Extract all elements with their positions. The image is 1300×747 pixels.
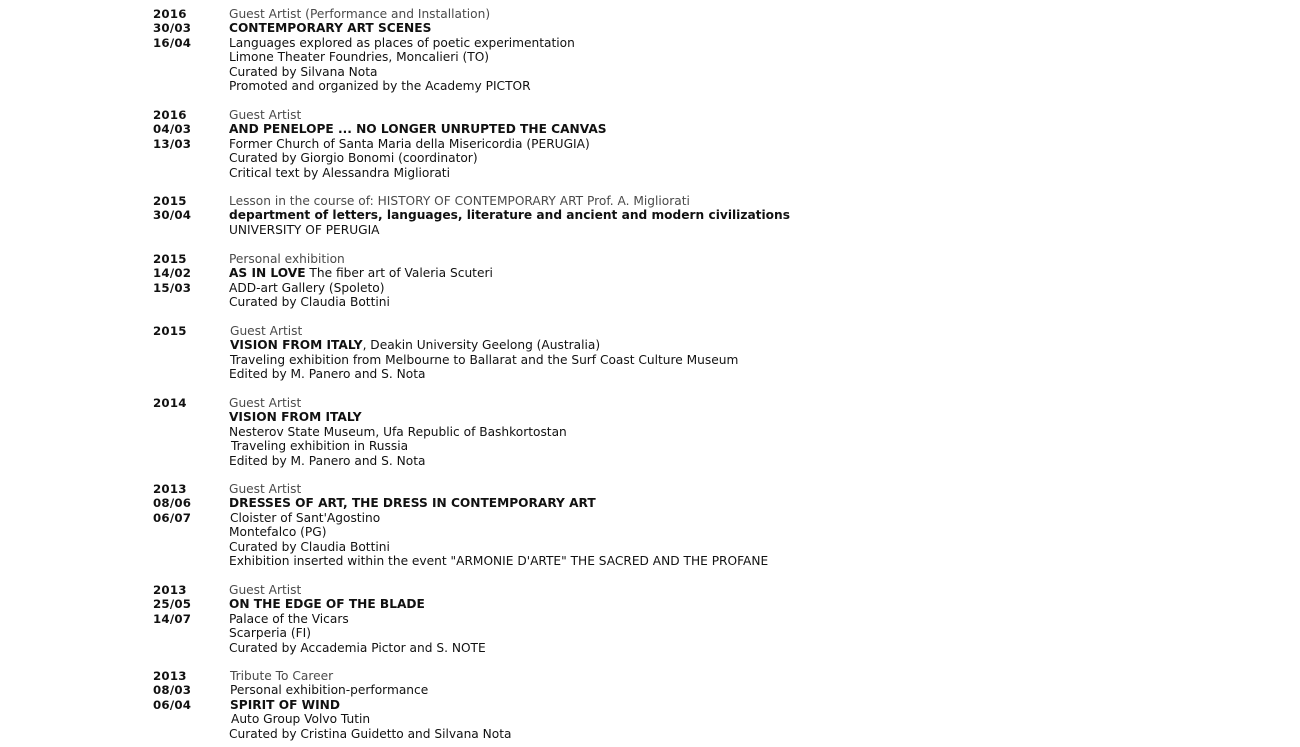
entry-role: Guest Artist (229, 108, 302, 122)
entry-dates (153, 252, 191, 295)
entry-role: Guest Artist (229, 482, 302, 496)
entry-start-date: 08/06 (153, 496, 192, 511)
entry-detail-line: Edited by M. Panero and S. Nota (229, 367, 426, 382)
entry-dates (153, 194, 191, 223)
entry-detail-line: Languages explored as places of poetic experimentation (229, 35, 575, 50)
entry-start-date: 30/04 (153, 208, 192, 223)
entry-detail-line: Auto Group Volvo Tutin (231, 712, 371, 727)
entry-title-bold: VISION FROM ITALY (230, 338, 363, 353)
entry-detail-line: ADD-art Gallery (Spoleto) (229, 280, 385, 295)
entry-year: 2015 (153, 252, 187, 266)
entry-detail-line: UNIVERSITY OF PERUGIA (229, 222, 380, 237)
entry-detail-line: Scarperia (FI) (229, 626, 312, 641)
entry-detail-line: Former Church of Santa Maria della Misericordia (PERUGIA) (229, 136, 590, 151)
entry-role: Guest Artist (229, 396, 302, 410)
entry-year: 2014 (153, 396, 187, 410)
entry-detail-line: Critical text by Alessandra Migliorati (229, 165, 450, 180)
entry-dates (153, 482, 191, 525)
entry-title (229, 266, 1269, 280)
entry-year: 2016 (153, 108, 187, 122)
entry-title-rest: The fiber art of Valeria Scuteri (305, 266, 493, 281)
entry-end-date: 06/04 (153, 697, 192, 712)
entry-title: department of letters, languages, literature and ancient and modern civilizations (229, 208, 790, 223)
entry-detail-line: Curated by Cristina Guidetto and Silvana Nota (229, 726, 512, 741)
entry-title-bold: AS IN LOVE (229, 266, 306, 281)
entry-detail-line: Curated by Accademia Pictor and S. NOTE (229, 640, 486, 655)
entry-end-date: 16/04 (153, 35, 192, 50)
entry-year: 2016 (153, 7, 187, 21)
entry-details (229, 583, 1269, 655)
entry-dates (153, 7, 191, 50)
entry-detail-line: Edited by M. Panero and S. Nota (229, 453, 426, 468)
entry-title: CONTEMPORARY ART SCENES (229, 21, 432, 36)
entry-title: SPIRIT OF WIND (230, 697, 340, 712)
entry-end-date: 15/03 (153, 280, 192, 295)
entry-dates (153, 108, 191, 151)
entry-detail-line: Curated by Claudia Bottini (229, 295, 390, 310)
entry-details (229, 7, 1269, 93)
entry-year: 2015 (153, 194, 187, 208)
entry-start-date: 04/03 (153, 122, 192, 137)
entry-title: VISION FROM ITALY (229, 410, 362, 425)
entry-title-rest: , Deakin University Geelong (Australia) (362, 338, 601, 353)
entry-end-date: 14/07 (153, 611, 192, 626)
entry-detail-line: Palace of the Vicars (229, 611, 349, 626)
entry-title (229, 338, 1269, 352)
entry-end-date: 13/03 (153, 136, 192, 151)
entry-start-date: 25/05 (153, 597, 192, 612)
entry-year: 2013 (153, 482, 187, 496)
entry-details (229, 669, 1269, 741)
entry-dates (153, 396, 187, 410)
entry-details (229, 108, 1269, 180)
entry-detail-line: Traveling exhibition in Russia (231, 439, 409, 454)
entry-year: 2013 (153, 669, 187, 683)
entry-details (229, 252, 1269, 310)
entry-details (229, 396, 1269, 468)
entry-role: Lesson in the course of: HISTORY OF CONTEMPORARY ART Prof. A. Migliorati (229, 194, 690, 208)
entry-start-date: 30/03 (153, 21, 192, 36)
entry-start-date: 14/02 (153, 266, 192, 281)
entry-detail-line: Limone Theater Foundries, Moncalieri (TO) (229, 50, 490, 65)
entry-detail-line: Cloister of Sant'Agostino (230, 510, 381, 525)
entry-end-date: 06/07 (153, 510, 192, 525)
entry-dates (153, 324, 187, 338)
entry-detail-line: Curated by Giorgio Bonomi (coordinator) (229, 151, 478, 166)
entry-detail-line: Exhibition inserted within the event "ARMONIE D'ARTE" THE SACRED AND THE PROFANE (229, 553, 769, 568)
entry-dates (153, 583, 191, 626)
entry-detail-line: Promoted and organized by the Academy PICTOR (229, 78, 531, 93)
entry-year: 2015 (153, 324, 187, 338)
entry-year: 2013 (153, 583, 187, 597)
entry-details (229, 482, 1269, 568)
entry-title: ON THE EDGE OF THE BLADE (229, 597, 425, 612)
entry-role: Personal exhibition (229, 252, 345, 266)
entry-role: Guest Artist (229, 583, 302, 597)
entry-detail-line: Personal exhibition-performance (230, 683, 429, 698)
entry-detail-line: Curated by Claudia Bottini (229, 539, 390, 554)
entry-detail-line: Curated by Silvana Nota (229, 64, 378, 79)
entry-title: DRESSES OF ART, THE DRESS IN CONTEMPORARY ART (229, 496, 596, 511)
entry-role: Guest Artist (230, 324, 303, 338)
entry-role: Guest Artist (Performance and Installation) (229, 7, 491, 21)
entry-start-date: 08/03 (153, 683, 192, 698)
entry-role: Tribute To Career (230, 669, 334, 683)
entry-title: AND PENELOPE ... NO LONGER UNRUPTED THE CANVAS (229, 122, 607, 137)
entry-detail-line: Traveling exhibition from Melbourne to Ballarat and the Surf Coast Culture Museum (230, 352, 739, 367)
entry-details (229, 194, 1269, 237)
entry-details (229, 324, 1269, 382)
entry-detail-line: Nesterov State Museum, Ufa Republic of Bashkortostan (229, 424, 567, 439)
entry-detail-line: Montefalco (PG) (229, 525, 327, 540)
entry-dates (153, 669, 191, 712)
